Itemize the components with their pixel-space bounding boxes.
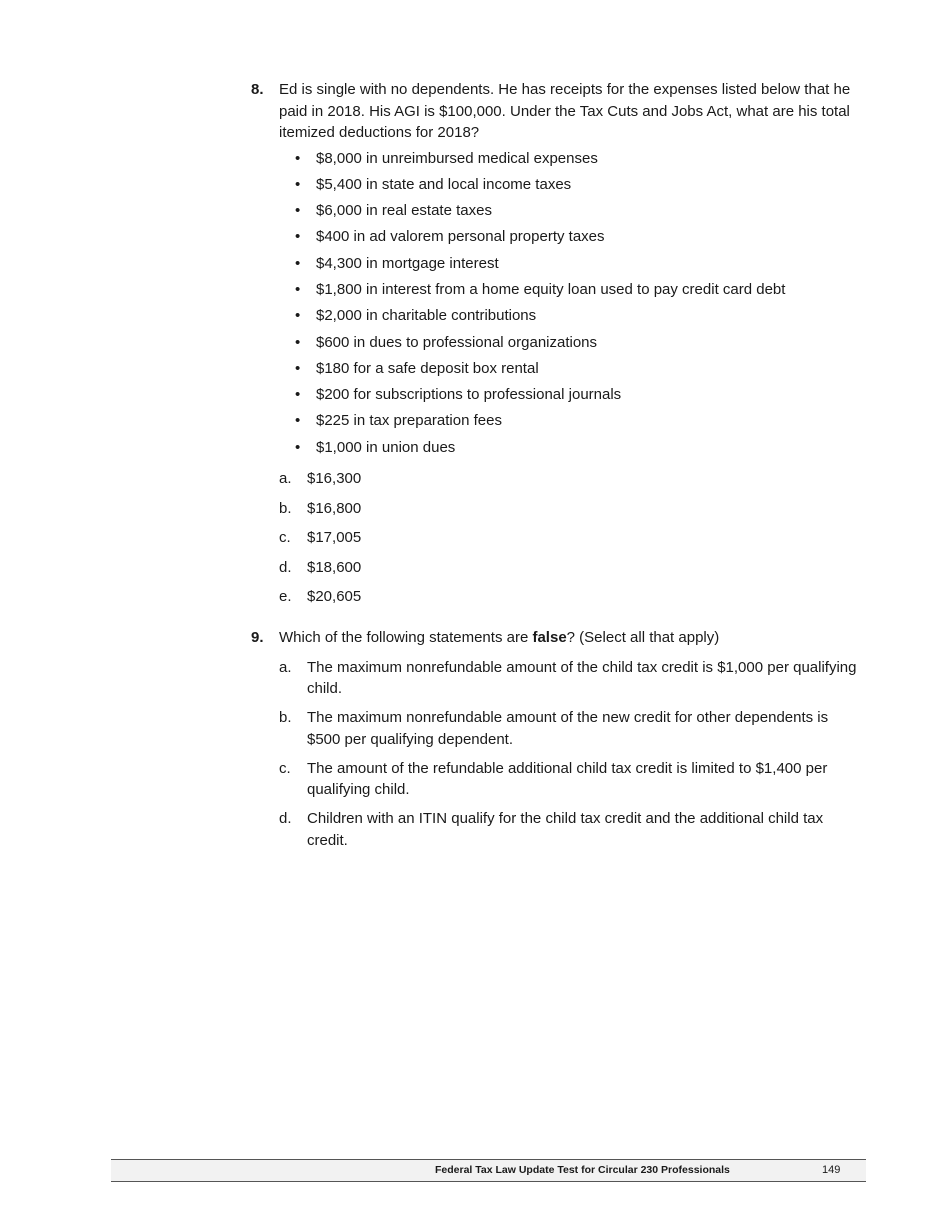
question-9-stem [251,627,861,649]
answer-option-e [279,586,861,616]
expense-item [295,174,861,200]
expense-text: $1,800 in interest from a home equity loan used to pay credit card debt [316,280,786,298]
bullet-icon: • [295,175,301,193]
bullet-icon: • [295,307,301,325]
expense-text: $200 for subscriptions to professional journals [316,386,622,404]
bullet-icon: • [295,280,301,298]
question-8 [251,79,861,616]
expense-text: $225 in tax preparation fees [316,412,502,430]
answer-option-c [279,758,861,801]
option-text: Children with an ITIN qualify for the child tax credit and the additional child tax credit. [307,810,824,849]
page-footer [111,1159,866,1182]
option-letter: d. [279,810,292,827]
option-text: $18,600 [307,558,362,576]
expense-item [295,200,861,226]
expense-text: $8,000 in unreimbursed medical expenses [316,149,598,167]
option-letter: b. [279,709,292,726]
expense-text: $5,400 in state and local income taxes [316,175,572,193]
expense-list [251,148,861,464]
question-text [279,627,861,649]
expense-item [295,358,861,384]
question-text-before: Which of the following statements are [279,629,533,646]
expense-text: $2,000 in charitable contributions [316,307,537,325]
question-text: Ed is single with no dependents. He has receipts for the expenses listed below that he paid in 2018. His AGI is $100,000. Under the Tax Cuts and Jobs Act, what are his total itemized deductions for 2018? [279,81,851,141]
expense-item [295,148,861,174]
answer-options [251,657,861,852]
option-text: The amount of the refundable additional child tax credit is limited to $1,400 per qualifying child. [307,759,828,798]
bullet-icon: • [295,202,301,220]
answer-option-a [279,657,861,700]
option-text: $16,800 [307,499,362,517]
expense-text: $4,300 in mortgage interest [316,254,499,272]
expense-text: $400 in ad valorem personal property taxes [316,228,605,246]
expense-text: $6,000 in real estate taxes [316,202,492,220]
question-text-emphasis: false [532,629,567,646]
answer-option-c [279,527,861,557]
expense-item [295,437,861,463]
question-9 [251,627,861,859]
question-text-after: ? (Select all that apply) [566,629,720,646]
expense-text: $1,000 in union dues [316,438,456,456]
option-letter: c. [279,759,291,777]
bullet-icon: • [295,149,301,167]
option-letter: a. [279,658,292,676]
option-text: $17,005 [307,529,362,547]
bullet-icon: • [295,359,301,377]
bullet-icon: • [295,333,301,351]
footer-title: Federal Tax Law Update Test for Circular 230 Professionals [435,1164,730,1176]
option-letter: c. [279,529,291,547]
expense-item [295,253,861,279]
expense-item [295,384,861,410]
expense-item [295,332,861,358]
answer-option-d [279,557,861,587]
answer-options [251,468,861,616]
expense-text: $180 for a safe deposit box rental [316,359,539,377]
option-letter: e. [279,588,292,606]
expense-item [295,410,861,436]
option-text: The maximum nonrefundable amount of the child tax credit is $1,000 per qualifying child. [307,658,857,697]
expense-item [295,305,861,331]
page-number: 149 [822,1164,841,1176]
bullet-icon: • [295,254,301,272]
answer-option-a [279,468,861,498]
question-number: 9. [251,629,264,646]
option-letter: d. [279,558,292,576]
option-text: The maximum nonrefundable amount of the new credit for other dependents is $500 per qualifying dependent. [307,709,829,748]
option-text: $20,605 [307,588,362,606]
option-text: $16,300 [307,470,362,488]
option-letter: b. [279,499,292,517]
bullet-icon: • [295,438,301,456]
bullet-icon: • [295,412,301,430]
answer-option-d [279,808,861,851]
question-8-stem [251,79,861,144]
option-letter: a. [279,470,292,488]
question-number: 8. [251,81,264,98]
expense-item [295,226,861,252]
bullet-icon: • [295,228,301,246]
bullet-icon: • [295,386,301,404]
expense-text: $600 in dues to professional organizations [316,333,598,351]
expense-item [295,279,861,305]
answer-option-b [279,707,861,750]
answer-option-b [279,498,861,528]
